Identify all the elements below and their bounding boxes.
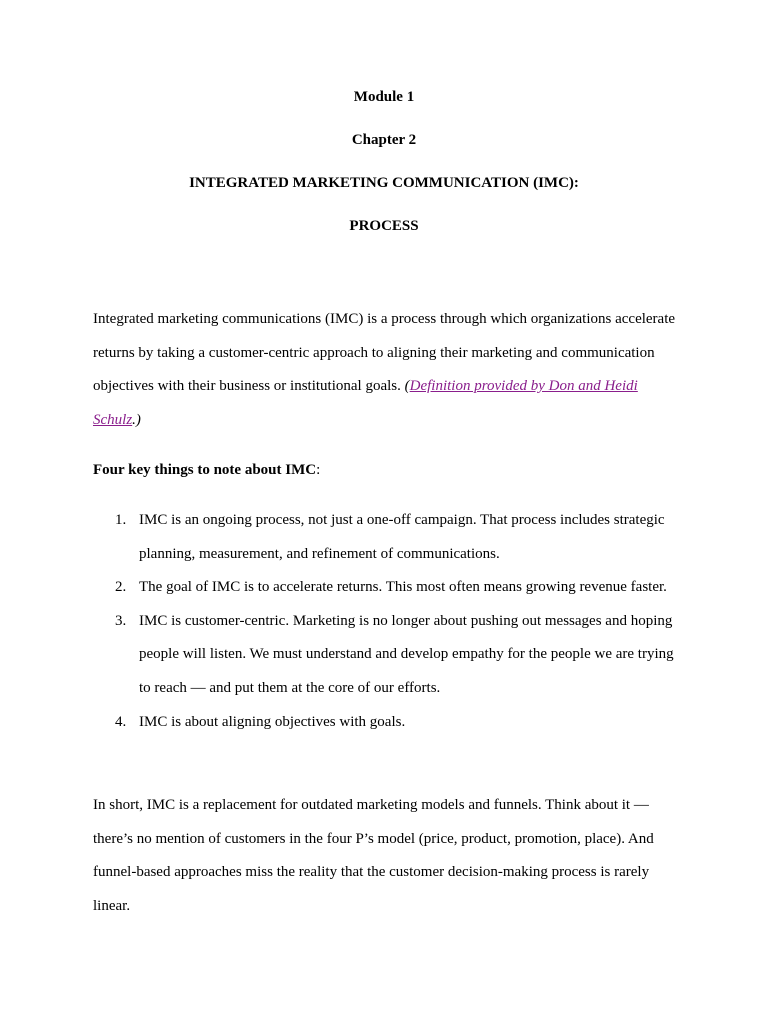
list-item: [93, 605, 683, 706]
title-heading: INTEGRATED MARKETING COMMUNICATION (IMC):: [189, 175, 579, 191]
list-item-number: 2.: [115, 579, 127, 596]
intro-paragraph: [93, 303, 683, 437]
key-things-bold: Four key things to note about IMC: [93, 462, 317, 478]
list-item-text: IMC is customer-centric. Marketing is no longer about pushing out messages and hoping people will listen. We must understand and develop empathy for the people we are trying to reach — and put them at the core of our efforts.: [139, 612, 674, 696]
list-item-number: 1.: [115, 512, 127, 528]
chapter-heading: Chapter 2: [351, 132, 417, 148]
list-item: [93, 571, 683, 605]
intro-paren-open: (: [404, 378, 410, 395]
subtitle-heading: PROCESS: [349, 218, 419, 234]
intro-paren-close: .): [132, 411, 141, 428]
list-item-text: The goal of IMC is to accelerate returns. This most often means growing revenue faster.: [139, 579, 667, 596]
list-item-text: IMC is an ongoing process, not just a one-off campaign. That process includes strategic planning, measurement, and refinement of communications.: [139, 512, 665, 562]
list-item-text: IMC is about aligning objectives with goals.: [139, 713, 406, 730]
definition-link[interactable]: Definition provided by Don and Heidi Schulz: [93, 378, 638, 428]
intro-text: Integrated marketing communications (IMC) is a process through which organizations accelerate returns by taking a customer-centric approach to aligning their marketing and communication objectives with their business or institutional goals.: [93, 311, 676, 395]
list-item-number: 3.: [115, 612, 127, 629]
key-things-colon: :: [316, 462, 321, 478]
list-item: [93, 504, 683, 571]
list-item-number: 4.: [115, 713, 127, 730]
list-item: [93, 706, 683, 740]
key-things-label: [93, 454, 683, 488]
conclusion-paragraph: In short, IMC is a replacement for outdated marketing models and funnels. Think about it — there’s no mention of customers in the four P’s model (price, product, promotion, place). And funnel-based approaches miss the reality that the customer decision-making process is rarely linear.: [93, 797, 654, 914]
key-things-list: [93, 504, 683, 739]
module-heading: Module 1: [353, 89, 415, 105]
